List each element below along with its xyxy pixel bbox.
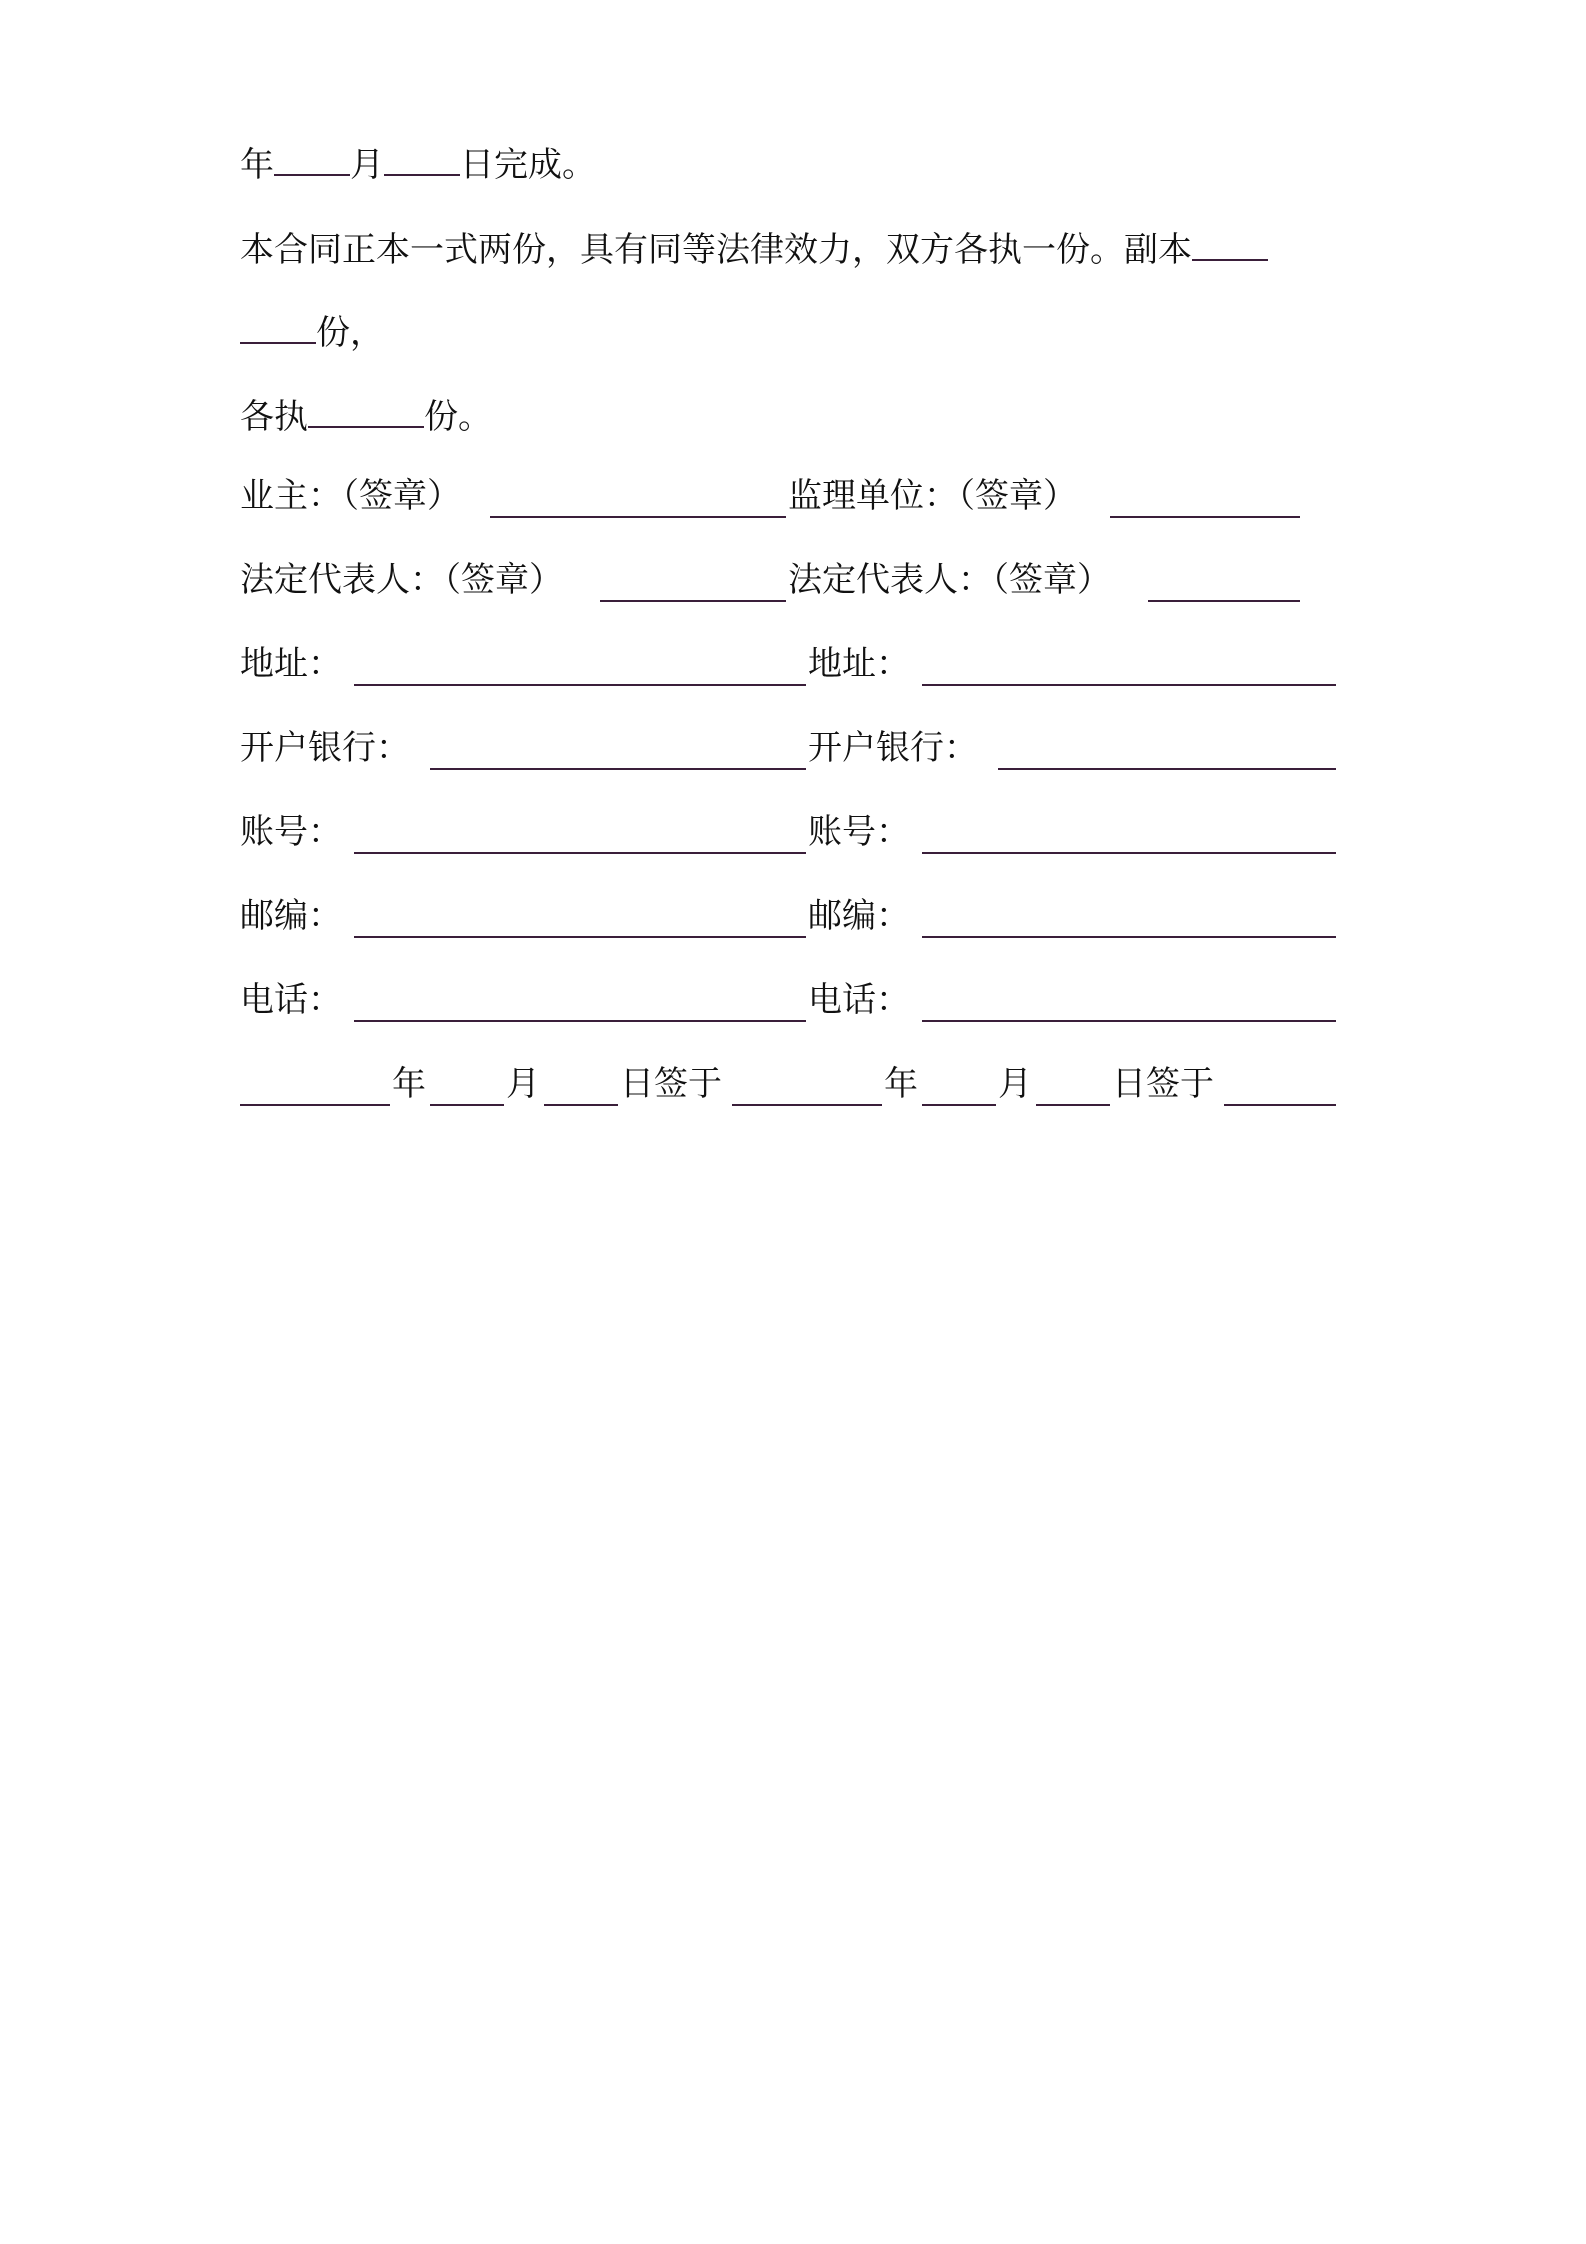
supervisor-label: 监理单位：（签章） (788, 476, 1077, 516)
account-left-line[interactable] (354, 852, 806, 854)
postcode-row (240, 886, 1340, 946)
completion-date-line (240, 130, 596, 190)
bank-left-line[interactable] (430, 768, 806, 770)
address-row (240, 634, 1340, 694)
month-2-text: 月 (998, 1064, 1032, 1104)
each-copies-blank[interactable] (308, 382, 424, 428)
copies-cont-text: 份， (316, 313, 384, 353)
phone-left-label: 电话： (240, 980, 342, 1020)
bank-row (240, 718, 1340, 778)
owner-signature-line[interactable] (490, 516, 786, 518)
copies-cont-line (240, 298, 384, 358)
copies-line (240, 215, 1268, 275)
postcode-right-label: 邮编： (808, 896, 910, 936)
postcode-right-line[interactable] (922, 936, 1336, 938)
day-text: 日完成。 (460, 145, 596, 185)
day-2-text: 日签于 (1112, 1064, 1214, 1104)
each-label: 各执 (240, 397, 308, 437)
place-2-blank[interactable] (1224, 1104, 1336, 1106)
month-1-blank[interactable] (430, 1104, 504, 1106)
year-1-text: 年 (392, 1064, 426, 1104)
phone-right-line[interactable] (922, 1020, 1336, 1022)
day-2-blank[interactable] (1036, 1104, 1110, 1106)
phone-right-label: 电话： (808, 980, 910, 1020)
supervisor-signature-line[interactable] (1110, 516, 1300, 518)
month-1-text: 月 (506, 1064, 540, 1104)
account-right-line[interactable] (922, 852, 1336, 854)
bank-right-line[interactable] (998, 768, 1336, 770)
legal-rep-right-label: 法定代表人：（签章） (788, 560, 1111, 600)
day-1-text: 日签于 (620, 1064, 722, 1104)
owner-label: 业主：（签章） (240, 476, 461, 516)
address-left-line[interactable] (354, 684, 806, 686)
legal-rep-right-line[interactable] (1148, 600, 1300, 602)
month-text: 月 (350, 145, 384, 185)
signing-date-row (240, 1054, 1340, 1114)
legal-rep-row (240, 550, 1340, 610)
address-right-line[interactable] (922, 684, 1336, 686)
copies-blank-b[interactable] (240, 298, 316, 344)
phone-left-line[interactable] (354, 1020, 806, 1022)
account-row (240, 802, 1340, 862)
address-right-label: 地址： (808, 644, 910, 684)
copies-text: 本合同正本一式两份，具有同等法律效力，双方各执一份。副本 (240, 230, 1192, 270)
each-suffix: 份。 (424, 397, 492, 437)
bank-left-label: 开户银行： (240, 728, 410, 768)
postcode-left-label: 邮编： (240, 896, 342, 936)
address-left-label: 地址： (240, 644, 342, 684)
place-1-blank[interactable] (732, 1104, 882, 1106)
owner-supervisor-row (240, 466, 1340, 526)
postcode-left-line[interactable] (354, 936, 806, 938)
account-left-label: 账号： (240, 812, 342, 852)
day-blank[interactable] (384, 130, 460, 176)
month-blank[interactable] (274, 130, 350, 176)
each-copies-line (240, 382, 492, 442)
account-right-label: 账号： (808, 812, 910, 852)
month-2-blank[interactable] (922, 1104, 996, 1106)
year-1-blank[interactable] (240, 1104, 390, 1106)
legal-rep-left-line[interactable] (600, 600, 786, 602)
copies-blank-a[interactable] (1192, 215, 1268, 261)
phone-row (240, 970, 1340, 1030)
day-1-blank[interactable] (544, 1104, 618, 1106)
year-text: 年 (240, 145, 274, 185)
legal-rep-left-label: 法定代表人：（签章） (240, 560, 563, 600)
bank-right-label: 开户银行： (808, 728, 978, 768)
year-2-text: 年 (884, 1064, 918, 1104)
